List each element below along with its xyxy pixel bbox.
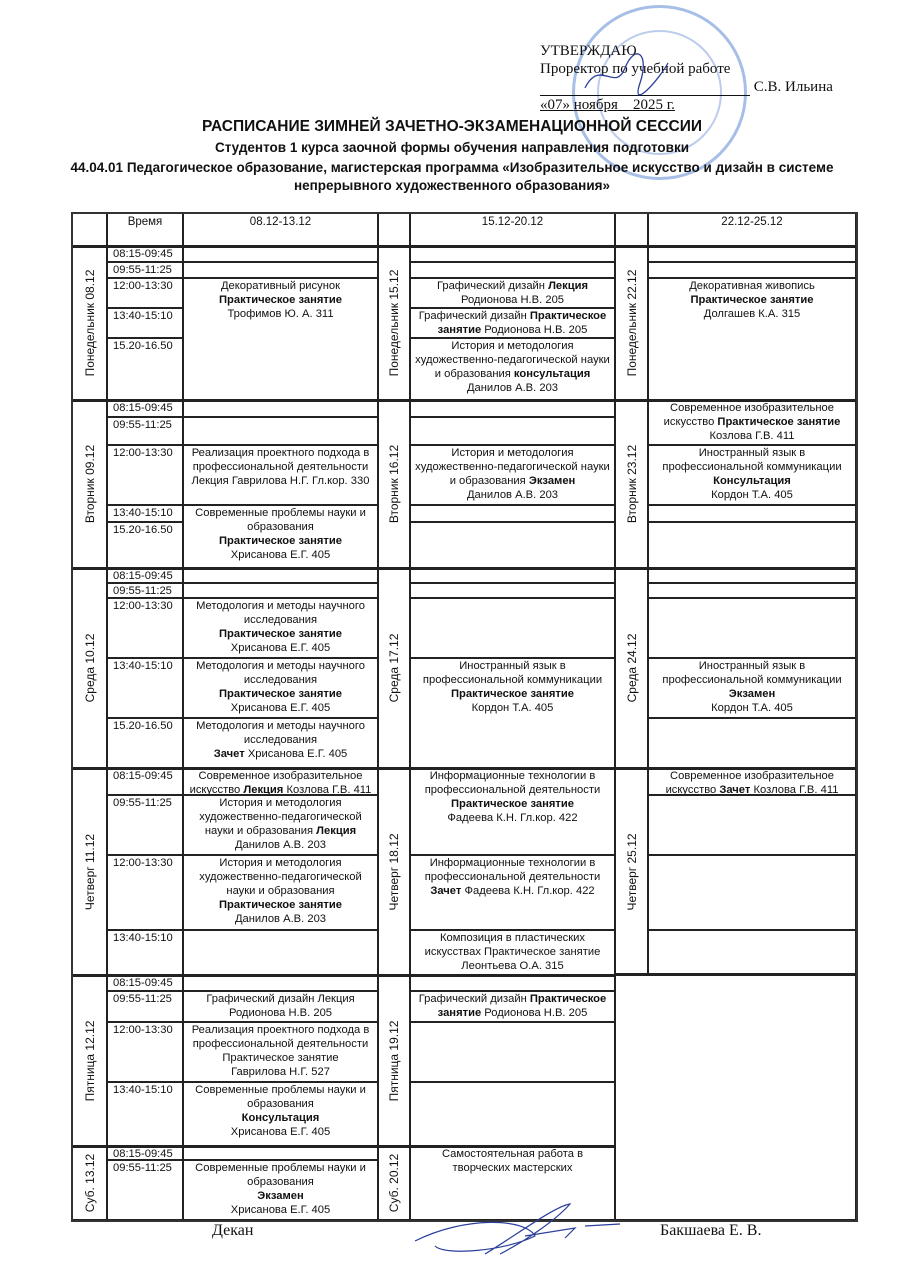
day-label-text: Среда 24.12 (624, 633, 639, 703)
time-slot: 09:55-11:25 (107, 583, 183, 598)
class-entry: Современное изобразительное искусство Практическое занятие Козлова Г.В. 411 (648, 400, 856, 445)
time-slot: 09:55-11:25 (107, 991, 183, 1022)
day-label-text: Среда 17.12 (387, 633, 401, 703)
time-slot: 12:00-13:30 (107, 598, 183, 658)
time-slot: 13:40-15:10 (107, 658, 183, 718)
approval-heading: УТВЕРЖДАЮ (540, 43, 637, 59)
dean-label: Декан (212, 1222, 254, 1239)
time-slot: 13:40-15:10 (107, 505, 183, 522)
class-entry: Композиция в пластических искусствах Практическое занятие Леонтьева О.А. 315 (410, 930, 615, 975)
class-entry: Иностранный язык в профессиональной коммуникации Экзамен Кордон Т.А. 405 (648, 658, 856, 718)
class-entry: Информационные технологии в профессиональной деятельности Практическое занятие Фадеева К.Н. Гл.кор. 422 (410, 768, 615, 855)
day-label-text: Пятница 19.12 (387, 1020, 401, 1101)
table-border (71, 212, 858, 1222)
class-entry: Методология и методы научного исследования Практическое занятие Хрисанова Е.Г. 405 (183, 598, 378, 658)
time-slot: 12:00-13:30 (107, 1022, 183, 1082)
day-label-text: Вторник 23.12 (624, 444, 639, 524)
class-entry: Современное изобразительное искусство Лекция Козлова Г.В. 411 (183, 768, 378, 795)
header-week2: 15.12-20.12 (410, 213, 615, 246)
day-label-text: Пятница 12.12 (82, 1020, 97, 1101)
dean-signature (405, 1196, 625, 1256)
time-slot: 13:40-15:10 (107, 1082, 183, 1146)
class-entry: Иностранный язык в профессиональной коммуникации Консультация Кордон Т.А. 405 (648, 445, 856, 505)
class-entry: Методология и методы научного исследования Зачет Хрисанова Е.Г. 405 (183, 718, 378, 768)
time-slot: 08:15-09:45 (107, 568, 183, 583)
class-entry: Декоративная живопись Практическое занятие Долгашев К.А. 315 (648, 278, 856, 400)
time-slot: 15.20-16.50 (107, 522, 183, 568)
class-entry: Современное изобразительное искусство Зачет Козлова Г.В. 411 (648, 768, 856, 795)
approval-date-day: «07» (540, 97, 570, 113)
class-entry: История и методология художественно-педагогической науки и образования консультация Данилов А.В. 203 (410, 338, 615, 400)
day-label-text: Вторник 16.12 (387, 444, 401, 524)
time-slot: 09:55-11:25 (107, 795, 183, 855)
time-slot: 12:00-13:30 (107, 278, 183, 308)
time-slot: 08:15-09:45 (107, 768, 183, 795)
day-label-text: Понедельник 15.12 (387, 269, 401, 377)
time-slot: 12:00-13:30 (107, 855, 183, 930)
day-label-text: Четверг 25.12 (624, 832, 639, 911)
time-slot: 13:40-15:10 (107, 930, 183, 975)
subtitle-program: 44.04.01 Педагогическое образование, магистерская программа «Изобразительное искусство и дизайн в системе (70, 160, 834, 175)
time-slot: 09:55-11:25 (107, 262, 183, 278)
class-entry: Реализация проектного подхода в профессиональной деятельности Практическое занятие Гаврилова Н.Г. 527 (183, 1022, 378, 1082)
class-entry: Графический дизайн Лекция Родионова Н.В. 205 (410, 278, 615, 308)
approval-name: С.В. Ильина (753, 79, 833, 95)
header-time: Время (107, 213, 183, 246)
subtitle-program-cont: непрерывного художественного образования» (293, 178, 611, 193)
subtitle-students: Студентов 1 курса заочной формы обучения направления подготовки (214, 140, 689, 155)
class-entry: Реализация проектного подхода в профессиональной деятельности Лекция Гаврилова Н.Г. Гл.кор. 330 (183, 445, 378, 505)
class-entry: Современные проблемы науки и образования Экзамен Хрисанова Е.Г. 405 (183, 1160, 378, 1220)
class-entry: Самостоятельная работа в творческих мастерских (410, 1146, 615, 1220)
day-label-text: Суб. 20.12 (387, 1153, 401, 1213)
approval-position: Проректор по учебной работе (540, 61, 731, 77)
time-slot: 08:15-09:45 (107, 975, 183, 991)
class-entry: Графический дизайн Лекция Родионова Н.В. 205 (183, 991, 378, 1022)
page-title: РАСПИСАНИЕ ЗИМНЕЙ ЗАЧЕТНО-ЭКЗАМЕНАЦИОННОЙ СЕССИИ (201, 118, 703, 135)
day-label-text: Понедельник 22.12 (624, 269, 639, 377)
class-entry: История и методология художественно-педагогической науки и образования Экзамен Данилов А.В. 203 (410, 445, 615, 505)
class-entry: Иностранный язык в профессиональной коммуникации Практическое занятие Кордон Т.А. 405 (410, 658, 615, 768)
class-entry: Информационные технологии в профессиональной деятельности Зачет Фадеева К.Н. Гл.кор. 422 (410, 855, 615, 930)
day-label-text: Среда 10.12 (82, 633, 97, 703)
time-slot: 09:55-11:25 (107, 1160, 183, 1220)
time-slot: 15.20-16.50 (107, 338, 183, 400)
class-entry: Современные проблемы науки и образования Практическое занятие Хрисанова Е.Г. 405 (183, 505, 378, 568)
day-label-text: Суб. 13.12 (82, 1153, 97, 1213)
class-entry: Графический дизайн Практическое занятие Родионова Н.В. 205 (410, 991, 615, 1022)
class-entry: Методология и методы научного исследования Практическое занятие Хрисанова Е.Г. 405 (183, 658, 378, 718)
day-label-text: Четверг 18.12 (387, 832, 401, 911)
time-slot: 08:15-09:45 (107, 1146, 183, 1160)
day-label-text: Вторник 09.12 (82, 444, 97, 524)
approval-date-year: 2025 г. (632, 97, 675, 113)
class-entry: История и методология художественно-педагогической науки и образования Лекция Данилов А.В. 203 (183, 795, 378, 855)
time-slot: 09:55-11:25 (107, 417, 183, 445)
header-week1: 08.12-13.12 (183, 213, 378, 246)
class-entry: Графический дизайн Практическое занятие Родионова Н.В. 205 (410, 308, 615, 338)
time-slot: 12:00-13:30 (107, 445, 183, 505)
time-slot: 13:40-15:10 (107, 308, 183, 338)
header-week3: 22.12-25.12 (648, 213, 856, 246)
time-slot: 08:15-09:45 (107, 246, 183, 262)
time-slot: 08:15-09:45 (107, 400, 183, 417)
class-entry: Современные проблемы науки и образования Консультация Хрисанова Е.Г. 405 (183, 1082, 378, 1146)
class-entry: Декоративный рисунок Практическое занятие Трофимов Ю. А. 311 (183, 278, 378, 400)
day-label-text: Понедельник 08.12 (82, 269, 97, 377)
time-slot: 15.20-16.50 (107, 718, 183, 768)
class-entry: История и методология художественно-педагогической науки и образования Практическое занятие Данилов А.В. 203 (183, 855, 378, 930)
approval-date-month: ноября (573, 97, 618, 113)
day-label-text: Четверг 11.12 (82, 833, 97, 910)
dean-name: Бакшаева Е. В. (660, 1222, 762, 1239)
